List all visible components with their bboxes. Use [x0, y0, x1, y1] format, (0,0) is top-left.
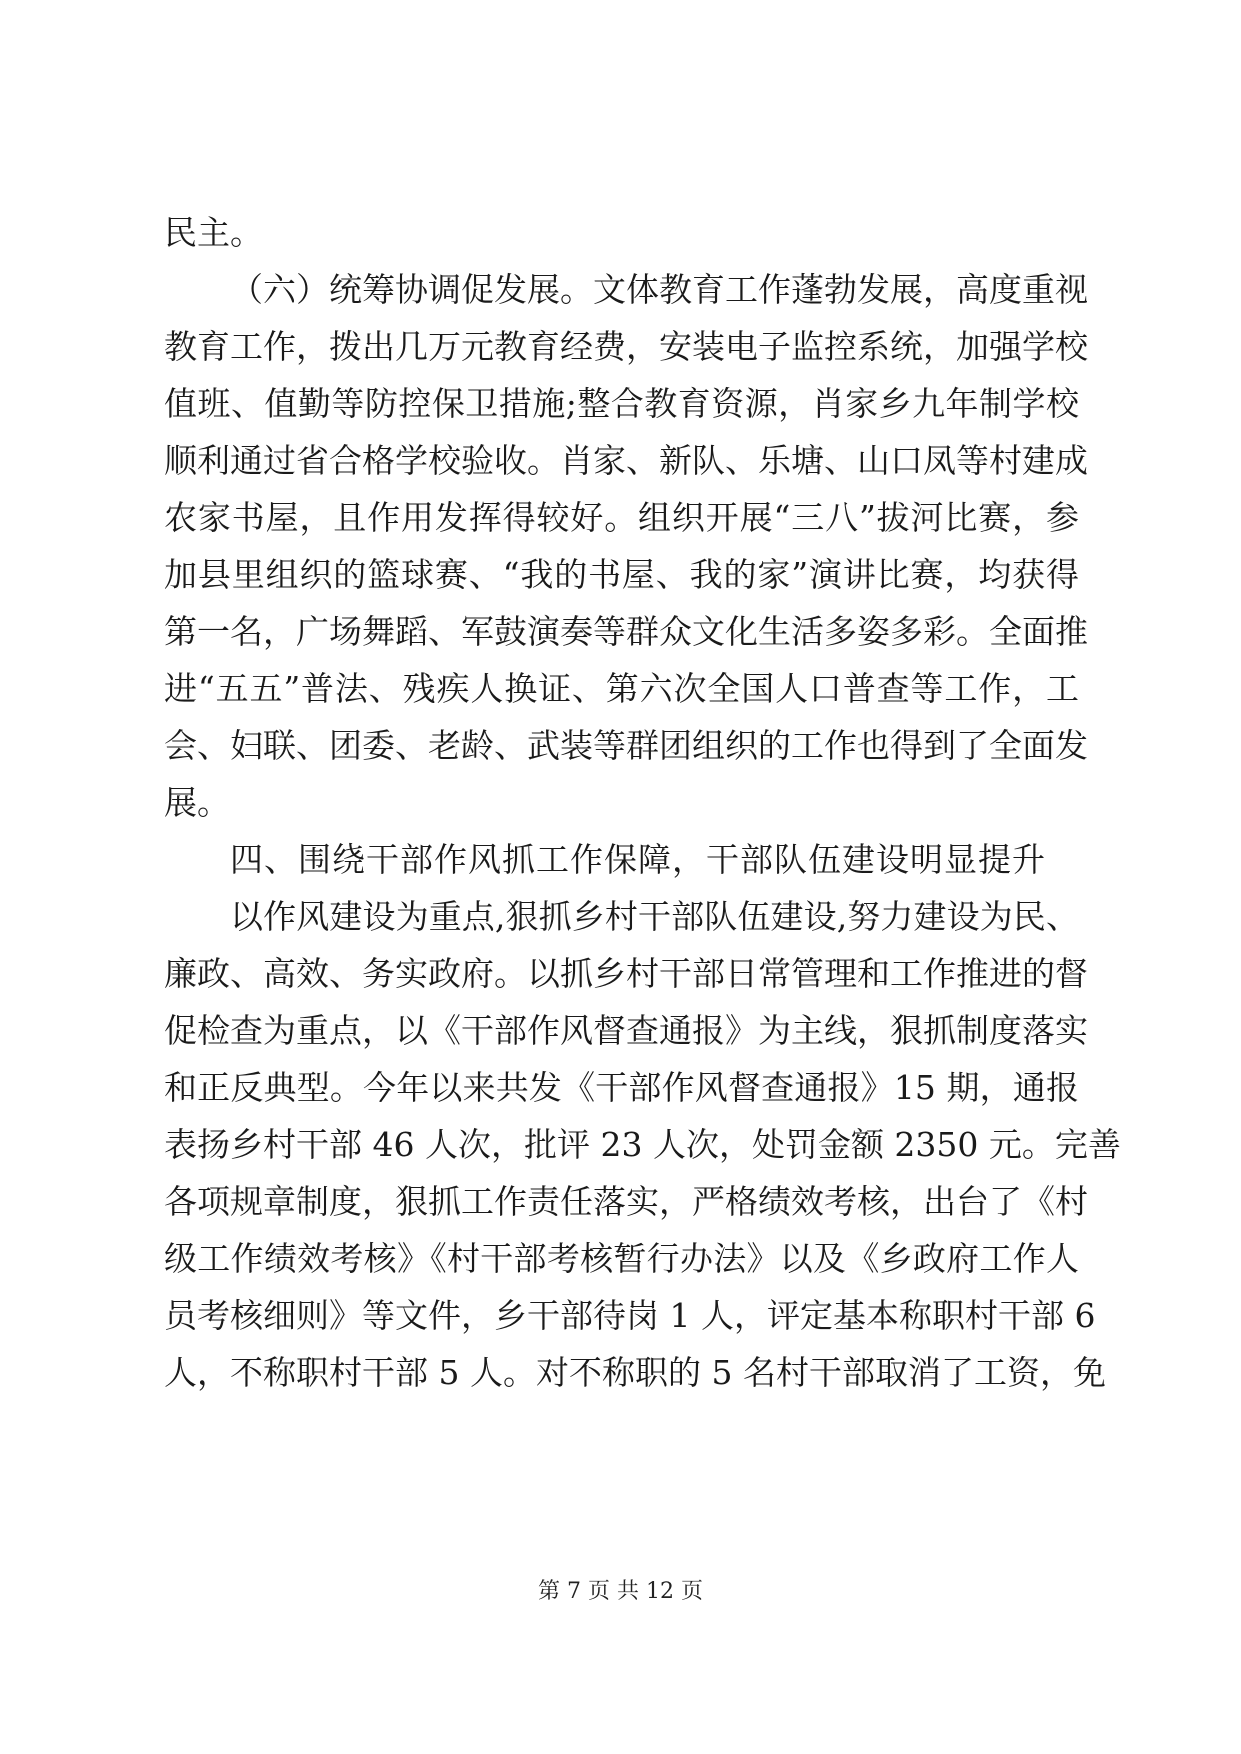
- paragraph-line: 进“五五”普法、残疾人换证、第六次全国人口普查等工作，工: [164, 669, 1079, 708]
- paragraph-line: 展。: [164, 783, 230, 822]
- page-number-footer: 第 7 页 共 12 页: [538, 1579, 703, 1604]
- paragraph-line: 廉政、高效、务实政府。以抓乡村干部日常管理和工作推进的督: [164, 954, 1088, 993]
- paragraph-line: 促检查为重点，以《干部作风督查通报》为主线，狠抓制度落实: [164, 1011, 1088, 1050]
- paragraph-line: 教育工作，拨出几万元教育经费，安装电子监控系统，加强学校: [164, 327, 1088, 366]
- paragraph-line: 农家书屋，且作用发挥得较好。组织开展“三八”拔河比赛，参: [164, 498, 1079, 537]
- paragraph-line: 值班、值勤等防控保卫措施;整合教育资源，肖家乡九年制学校: [164, 384, 1079, 423]
- paragraph-line: 级工作绩效考核》《村干部考核暂行办法》以及《乡政府工作人: [164, 1239, 1079, 1278]
- paragraph-line: 以作风建设为重点,狠抓乡村干部队伍建设,努力建设为民、: [230, 897, 1079, 936]
- paragraph-line: 加县里组织的篮球赛、“我的书屋、我的家”演讲比赛，均获得: [164, 555, 1079, 594]
- paragraph-line: 人，不称职村干部 5 人。对不称职的 5 名村干部取消了工资，免: [164, 1353, 1106, 1392]
- paragraph-line: 会、妇联、团委、老龄、武装等群团组织的工作也得到了全面发: [164, 726, 1088, 765]
- paragraph-line: 顺利通过省合格学校验收。肖家、新队、乐塘、山口凤等村建成: [164, 441, 1088, 480]
- paragraph-line: 表扬乡村干部 46 人次，批评 23 人次，处罚金额 2350 元。完善: [164, 1125, 1121, 1164]
- paragraph-line: 各项规章制度，狠抓工作责任落实，严格绩效考核，出台了《村: [164, 1182, 1088, 1221]
- paragraph-line: 民主。: [164, 213, 263, 252]
- paragraph-line: 和正反典型。今年以来共发《干部作风督查通报》15 期，通报: [164, 1068, 1079, 1107]
- paragraph-line: 第一名，广场舞蹈、军鼓演奏等群众文化生活多姿多彩。全面推: [164, 612, 1088, 651]
- paragraph-line: （六）统筹协调促发展。文体教育工作蓬勃发展，高度重视: [230, 270, 1088, 309]
- section-heading: 四、围绕干部作风抓工作保障，干部队伍建设明显提升: [230, 840, 1046, 879]
- paragraph-line: 员考核细则》等文件，乡干部待岗 1 人，评定基本称职村干部 6: [164, 1296, 1096, 1335]
